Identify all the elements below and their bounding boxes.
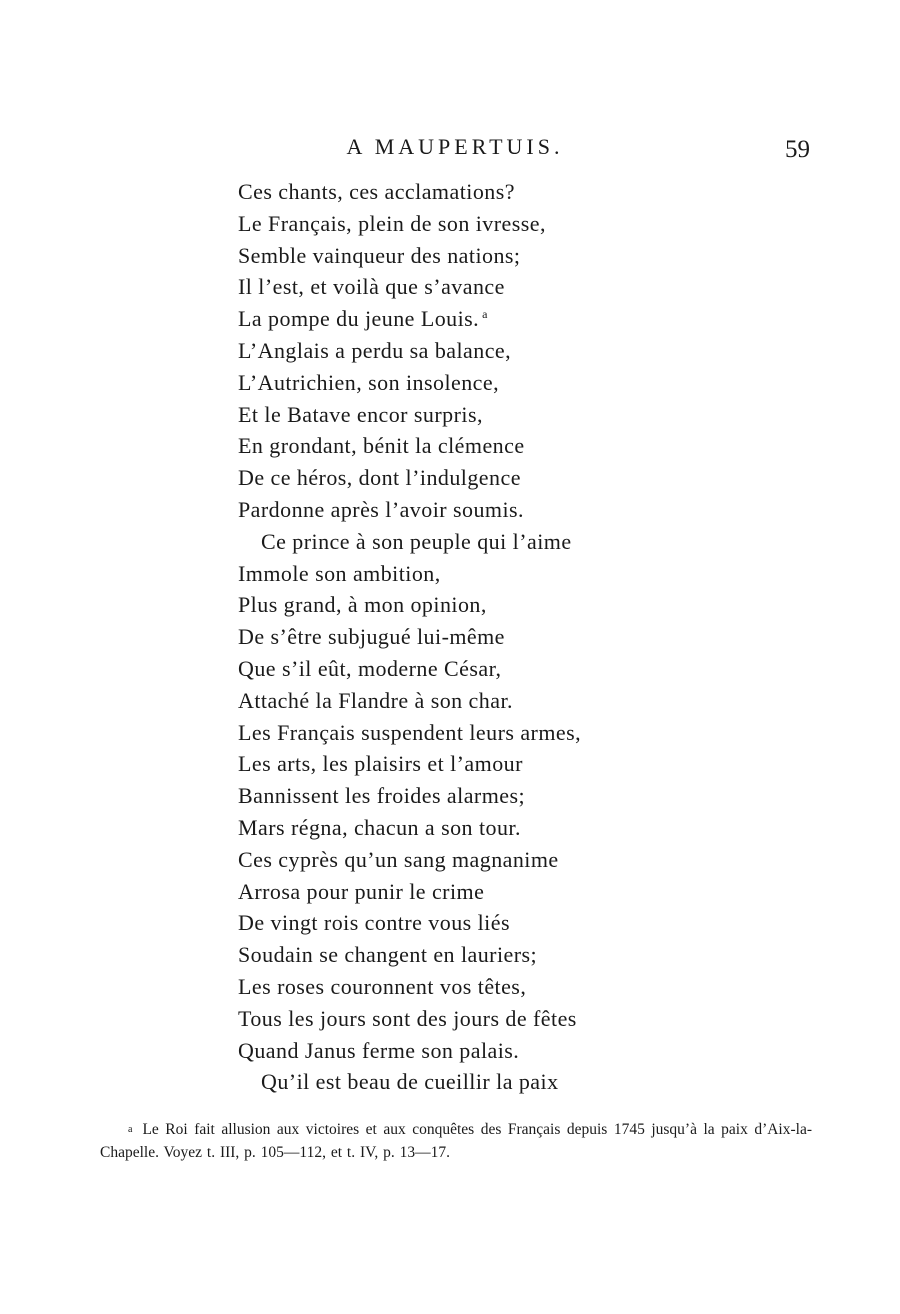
- verse-line: [238, 748, 658, 780]
- verse-line: [238, 907, 658, 939]
- verse-line: [238, 844, 658, 876]
- page-number: 59: [785, 136, 810, 163]
- footnote-text: Le Roi fait allusion aux victoires et aux conquêtes des Français depuis 1745 jusqu’à la paix d’Aix-la-Chapelle. Voyez t. III, p. 105—112, et t. IV, p. 13—17.: [100, 1121, 812, 1161]
- verse-text: De vingt rois contre vous liés: [238, 910, 510, 936]
- verse-text: Les arts, les plaisirs et l’amour: [238, 751, 523, 777]
- verse-line: [238, 526, 658, 558]
- verse-line: [238, 462, 658, 494]
- verse-text: La pompe du jeune Louis.: [238, 306, 480, 332]
- verse-text: Attaché la Flandre à son char.: [238, 687, 513, 713]
- verse-text: Pardonne après l’avoir soumis.: [238, 496, 524, 522]
- verse-text: L’Anglais a perdu sa balance,: [238, 337, 512, 363]
- verse-line: [238, 208, 658, 240]
- verse-text: Les Français suspendent leurs armes,: [238, 719, 582, 745]
- verse-text: L’Autrichien, son insolence,: [238, 369, 500, 395]
- verse-line: [238, 303, 658, 335]
- footnote: [100, 1118, 812, 1164]
- verse-line: [238, 685, 658, 717]
- verse-line: [238, 1003, 658, 1035]
- verse-line: [238, 812, 658, 844]
- verse-line: [238, 335, 658, 367]
- verse-text: Quand Janus ferme son palais.: [238, 1037, 520, 1063]
- verse-line: [238, 240, 658, 272]
- verse-text: Ces chants, ces acclamations?: [238, 179, 515, 204]
- verse-text: Immole son ambition,: [238, 560, 441, 586]
- running-head: [0, 134, 900, 168]
- verse-line: [238, 780, 658, 812]
- verse-line: [238, 430, 658, 462]
- poem: [238, 176, 658, 1098]
- verse-line: [238, 176, 658, 208]
- verse-line: [238, 876, 658, 908]
- verse-line: [238, 939, 658, 971]
- verse-line: [238, 367, 658, 399]
- verse-text: Semble vainqueur des nations;: [238, 242, 521, 268]
- verse-text: Mars régna, chacun a son tour.: [238, 814, 521, 840]
- verse-line: [238, 589, 658, 621]
- verse-text: En grondant, bénit la clémence: [238, 433, 525, 459]
- verse-text: Bannissent les froides alarmes;: [238, 783, 526, 809]
- verse-text: Qu’il est beau de cueillir la paix: [261, 1069, 559, 1095]
- verse-text: Il l’est, et voilà que s’avance: [238, 274, 505, 300]
- verse-text: Ce prince à son peuple qui l’aime: [261, 528, 572, 554]
- verse-line: [238, 494, 658, 526]
- verse-text: Soudain se changent en lauriers;: [238, 942, 538, 968]
- verse-text: De ce héros, dont l’indulgence: [238, 465, 521, 491]
- verse-line: [238, 653, 658, 685]
- verse-text: Plus grand, à mon opinion,: [238, 592, 487, 618]
- verse-text: Et le Batave encor surpris,: [238, 401, 483, 427]
- verse-line: [238, 1035, 658, 1067]
- verse-text: Les roses couronnent vos têtes,: [238, 973, 527, 999]
- footnote-reference: a: [482, 307, 488, 322]
- running-title: A MAUPERTUIS.: [346, 134, 564, 159]
- verse-line: [238, 271, 658, 303]
- verse-line: [238, 399, 658, 431]
- verse-line: [238, 558, 658, 590]
- verse-text: De s’être subjugué lui-même: [238, 624, 505, 650]
- verse-text: Arrosa pour punir le crime: [238, 878, 485, 904]
- verse-text: Que s’il eût, moderne César,: [238, 655, 502, 681]
- verse-line: [238, 1066, 658, 1098]
- verse-text: Ces cyprès qu’un sang magnanime: [238, 846, 559, 872]
- footnote-marker: a: [128, 1124, 133, 1135]
- verse-line: [238, 621, 658, 653]
- verse-text: Tous les jours sont des jours de fêtes: [238, 1005, 577, 1031]
- verse-line: [238, 971, 658, 1003]
- verse-line: [238, 717, 658, 749]
- verse-text: Le Français, plein de son ivresse,: [238, 210, 546, 236]
